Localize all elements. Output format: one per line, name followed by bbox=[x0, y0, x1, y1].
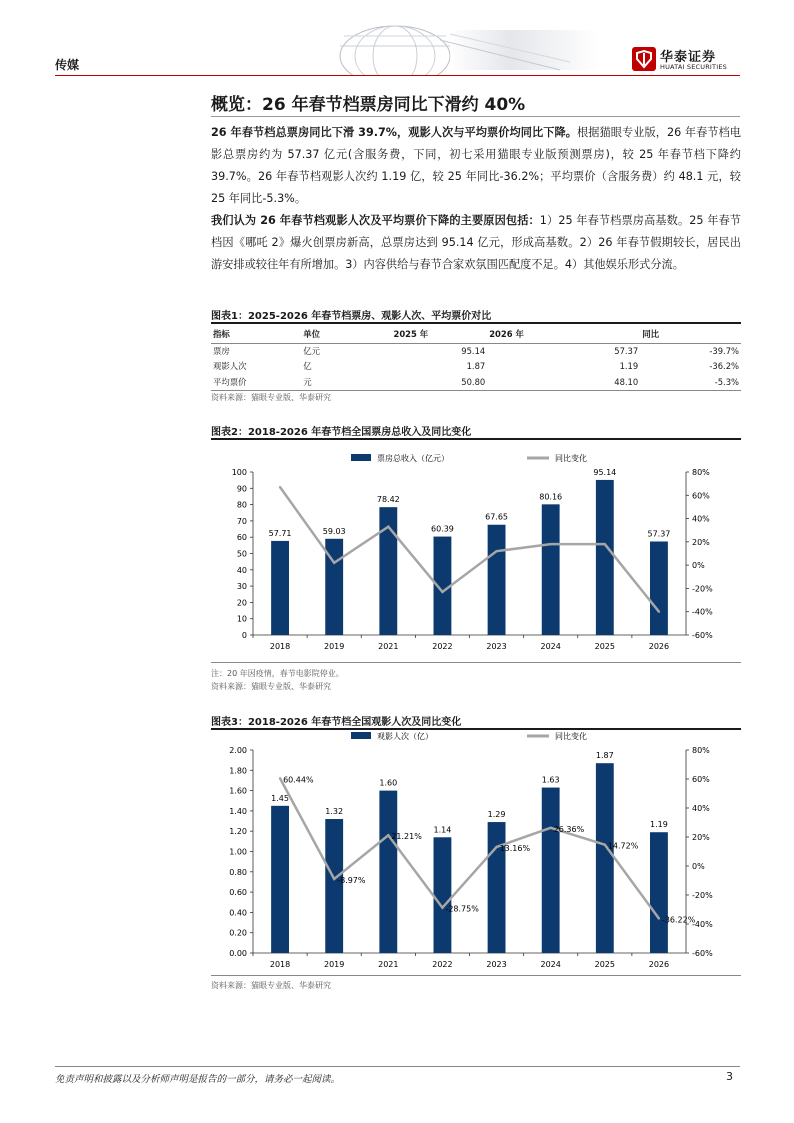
yoy-point bbox=[495, 846, 497, 848]
x-tick-label: 2026 bbox=[648, 642, 670, 651]
table-cell: -36.2% bbox=[709, 361, 739, 371]
figure1-top-rule bbox=[211, 322, 741, 324]
bar-data-label: 1.60 bbox=[379, 778, 398, 788]
yoy-point bbox=[387, 834, 389, 836]
box-office-chart bbox=[211, 442, 741, 660]
left-tick-label: 2.00 bbox=[229, 746, 247, 755]
x-tick-label: 2019 bbox=[324, 960, 345, 969]
table-row bbox=[211, 359, 741, 375]
table-cell: 亿 bbox=[303, 361, 312, 371]
yoy-point bbox=[604, 843, 606, 845]
bar-data-label: 59.03 bbox=[322, 526, 346, 536]
logo-text-cn: 华泰证券 bbox=[660, 50, 717, 65]
table-header-cell: 单位 bbox=[303, 329, 320, 339]
figure2-source: 资料来源：猫眼专业版、华泰研究 bbox=[211, 682, 331, 691]
right-tick-label: 20% bbox=[692, 833, 710, 842]
left-tick-label: 0.00 bbox=[229, 949, 247, 958]
bar bbox=[488, 822, 506, 953]
figure2-top-rule bbox=[211, 438, 741, 440]
yoy-point bbox=[441, 591, 443, 593]
bar-data-label: 60.39 bbox=[430, 524, 454, 534]
yoy-point bbox=[333, 878, 335, 880]
bar-data-label: 80.16 bbox=[539, 492, 563, 502]
table-cell: 1.87 bbox=[466, 361, 486, 371]
right-tick-label: 0% bbox=[692, 561, 705, 571]
table-cell: 57.37 bbox=[614, 345, 639, 356]
admissions-chart bbox=[211, 732, 741, 972]
table-header-cell: 2025 年 bbox=[393, 329, 429, 339]
right-tick-label: 40% bbox=[692, 514, 710, 524]
yoy-point bbox=[658, 917, 660, 919]
line-data-label: 60.44% bbox=[283, 775, 314, 785]
section-label: 传媒 bbox=[55, 58, 80, 72]
legend-line-label: 同比变化 bbox=[555, 732, 587, 741]
line-data-label: -28.75% bbox=[445, 904, 479, 914]
yoy-point bbox=[549, 827, 551, 829]
x-tick-label: 2019 bbox=[324, 642, 345, 651]
right-tick-label: -60% bbox=[692, 631, 713, 640]
table-cell: 票房 bbox=[213, 345, 230, 356]
yoy-point bbox=[279, 486, 281, 488]
x-tick-label: 2018 bbox=[269, 642, 291, 651]
bar bbox=[271, 806, 289, 953]
right-tick-label: -40% bbox=[692, 607, 713, 617]
line-data-label: 14.72% bbox=[607, 841, 639, 851]
bar bbox=[542, 504, 560, 635]
bar-data-label: 1.19 bbox=[650, 820, 668, 830]
legend-line-label: 同比变化 bbox=[555, 454, 587, 463]
left-tick-label: 0.40 bbox=[229, 908, 247, 918]
figure2-caption: 图表2：2018-2026 年春节档全国票房总收入及同比变化 bbox=[211, 427, 472, 438]
table-cell: 平均票价 bbox=[213, 376, 247, 387]
left-tick-label: 30 bbox=[236, 582, 247, 592]
yoy-point bbox=[549, 543, 551, 545]
bar-data-label: 95.14 bbox=[593, 467, 617, 477]
bar bbox=[596, 763, 614, 953]
page-header bbox=[0, 0, 794, 80]
left-tick-label: 100 bbox=[231, 468, 247, 477]
bar bbox=[650, 541, 668, 635]
figure3-top-rule bbox=[211, 728, 741, 730]
line-data-label: 21.21% bbox=[391, 832, 422, 842]
right-tick-label: 80% bbox=[692, 746, 710, 755]
left-tick-label: 1.40 bbox=[229, 806, 247, 816]
table-cell: -5.3% bbox=[714, 376, 739, 387]
left-tick-label: 10 bbox=[236, 614, 247, 624]
x-tick-label: 2021 bbox=[378, 642, 399, 651]
bar bbox=[379, 791, 397, 953]
table-header-row bbox=[211, 327, 741, 343]
bar bbox=[650, 832, 668, 953]
table-cell: 亿元 bbox=[303, 345, 320, 356]
left-tick-label: 0 bbox=[241, 631, 247, 640]
right-tick-label: 80% bbox=[692, 468, 710, 477]
x-tick-label: 2021 bbox=[378, 960, 399, 969]
line-data-label: -36.22% bbox=[661, 915, 696, 925]
bar bbox=[596, 480, 614, 635]
bar bbox=[325, 819, 343, 953]
bar-data-label: 57.37 bbox=[647, 529, 671, 539]
right-tick-label: 40% bbox=[692, 804, 710, 813]
comparison-table bbox=[211, 327, 741, 391]
legend-bar-label: 票房总收入（亿元） bbox=[377, 454, 449, 463]
bar-data-label: 78.42 bbox=[376, 495, 400, 505]
header-globe-graphic bbox=[300, 0, 600, 76]
bar bbox=[271, 541, 289, 635]
left-tick-label: 40 bbox=[236, 565, 247, 575]
paragraph-1-body: 根据猫眼专业版，26 年春节档电影总票房约为 57.37 亿元(含服务费，下同，初七采用猫眼专业版预测票房)，较 25 年春节档下降约 39.7%。26 年春节档观影人次约 1.19 亿，较 25 年同比-36.2%；平均票价（含服务费）约 48.1 元，较 25 年同比-5.3%。 bbox=[211, 126, 741, 205]
figure2-note: 注：20 年因疫情，春节电影院停业。 bbox=[211, 669, 344, 678]
legend-bar-swatch bbox=[351, 732, 371, 739]
left-tick-label: 1.60 bbox=[229, 786, 247, 796]
left-tick-label: 0.80 bbox=[229, 867, 247, 877]
left-tick-label: 1.20 bbox=[229, 827, 247, 837]
right-tick-label: -40% bbox=[692, 920, 713, 929]
logo-text-en: HUATAI SECURITIES bbox=[660, 63, 727, 71]
bar bbox=[542, 788, 560, 953]
bar-data-label: 1.87 bbox=[595, 751, 614, 761]
header-rule bbox=[55, 75, 740, 76]
paragraph-2-lead: 我们认为 26 年春节档观影人次及平均票价下降的主要原因包括： bbox=[211, 214, 540, 227]
figure3-source: 资料来源：猫眼专业版、华泰研究 bbox=[211, 981, 331, 990]
bar-data-label: 1.45 bbox=[271, 793, 289, 803]
yoy-point bbox=[441, 906, 443, 908]
footer-disclaimer: 免责声明和披露以及分析师声明是报告的一部分，请务必一起阅读。 bbox=[55, 1074, 341, 1085]
right-tick-label: -20% bbox=[692, 891, 713, 900]
figure3-caption: 图表3：2018-2026 年春节档全国观影人次及同比变化 bbox=[211, 717, 462, 728]
x-tick-label: 2023 bbox=[486, 960, 507, 969]
line-data-label: 13.16% bbox=[499, 843, 531, 853]
bar-data-label: 57.71 bbox=[268, 528, 292, 538]
right-tick-label: 20% bbox=[692, 537, 710, 547]
left-tick-label: 0.20 bbox=[229, 928, 247, 938]
yoy-point bbox=[604, 543, 606, 545]
table-cell: 1.19 bbox=[619, 361, 639, 371]
table-cell: 50.80 bbox=[461, 376, 486, 387]
bar bbox=[488, 525, 506, 635]
paragraph-2 bbox=[211, 210, 741, 276]
x-tick-label: 2025 bbox=[594, 642, 615, 651]
yoy-point bbox=[279, 777, 281, 779]
table-header-cell: 指标 bbox=[213, 329, 230, 339]
figure1-source: 资料来源：猫眼专业版、华泰研究 bbox=[211, 393, 331, 402]
figure2-bottom-rule bbox=[211, 662, 741, 663]
table-cell: 48.10 bbox=[614, 376, 639, 387]
left-tick-label: 0.60 bbox=[229, 888, 247, 898]
right-tick-label: 60% bbox=[692, 491, 710, 501]
left-tick-label: 20 bbox=[236, 598, 247, 608]
line-data-label: -8.97% bbox=[337, 876, 366, 886]
bar-data-label: 1.14 bbox=[433, 825, 452, 835]
table-cell: -39.7% bbox=[709, 345, 739, 356]
table-cell: 95.14 bbox=[461, 345, 486, 356]
x-tick-label: 2025 bbox=[594, 960, 615, 969]
table-header-cell: 同比 bbox=[642, 329, 659, 339]
company-logo bbox=[632, 46, 742, 74]
x-tick-label: 2024 bbox=[540, 960, 561, 969]
left-tick-label: 1.80 bbox=[229, 766, 247, 776]
table-row bbox=[211, 375, 741, 391]
yoy-point bbox=[658, 611, 660, 613]
line-data-label: 26.36% bbox=[553, 824, 585, 834]
footer-rule bbox=[55, 1066, 740, 1067]
paragraph-1 bbox=[211, 122, 741, 210]
table-header-cell: 2026 年 bbox=[489, 329, 524, 339]
bar-data-label: 1.63 bbox=[541, 775, 560, 785]
paragraph-1-lead: 26 年春节档总票房同比下滑 39.7%，观影人次与平均票价均同比下降。 bbox=[211, 126, 577, 139]
bar-data-label: 1.32 bbox=[325, 807, 344, 817]
x-tick-label: 2023 bbox=[486, 642, 507, 651]
yoy-point bbox=[495, 550, 497, 552]
left-tick-label: 80 bbox=[236, 500, 247, 510]
left-tick-label: 70 bbox=[236, 516, 247, 526]
table-cell: 元 bbox=[303, 376, 312, 387]
left-tick-label: 60 bbox=[236, 533, 247, 543]
left-tick-label: 90 bbox=[236, 484, 247, 494]
right-tick-label: -60% bbox=[692, 949, 713, 958]
bar bbox=[434, 837, 452, 953]
logo-mark-icon bbox=[632, 47, 656, 71]
page-number: 3 bbox=[726, 1070, 733, 1083]
left-tick-label: 50 bbox=[236, 549, 247, 559]
bar-data-label: 1.29 bbox=[487, 810, 506, 820]
x-tick-label: 2018 bbox=[269, 960, 291, 969]
right-tick-label: -20% bbox=[692, 584, 713, 594]
page-title: 概览：26 年春节档票房同比下滑约 40% bbox=[211, 95, 526, 115]
legend-bar-label: 观影人次（亿） bbox=[377, 732, 433, 741]
title-rule bbox=[211, 116, 740, 117]
yoy-point bbox=[387, 526, 389, 528]
bar-data-label: 67.65 bbox=[485, 512, 509, 522]
x-tick-label: 2026 bbox=[648, 960, 670, 969]
left-tick-label: 1.00 bbox=[229, 847, 247, 857]
paragraph-2-body: 1）25 年春节档票房高基数。25 年春节档因《哪吒 2》爆火创票房新高，总票房达到 95.14 亿元，形成高基数。2）26 年春节假期较长，居民出游安排或较往年有所增加。3）内容供给与春节合家欢氛围匹配度不足。4）其他娱乐形式分流。 bbox=[211, 214, 741, 271]
table-row bbox=[211, 343, 741, 359]
figure3-bottom-rule bbox=[211, 975, 741, 976]
yoy-point bbox=[333, 562, 335, 564]
table-cell: 观影人次 bbox=[213, 361, 247, 371]
x-tick-label: 2024 bbox=[540, 642, 561, 651]
x-tick-label: 2022 bbox=[432, 642, 453, 651]
right-tick-label: 0% bbox=[692, 862, 705, 871]
x-tick-label: 2022 bbox=[432, 960, 453, 969]
legend-bar-swatch bbox=[351, 454, 371, 461]
right-tick-label: 60% bbox=[692, 775, 710, 784]
figure1-caption: 图表1：2025-2026 年春节档票房、观影人次、平均票价对比 bbox=[211, 311, 492, 322]
